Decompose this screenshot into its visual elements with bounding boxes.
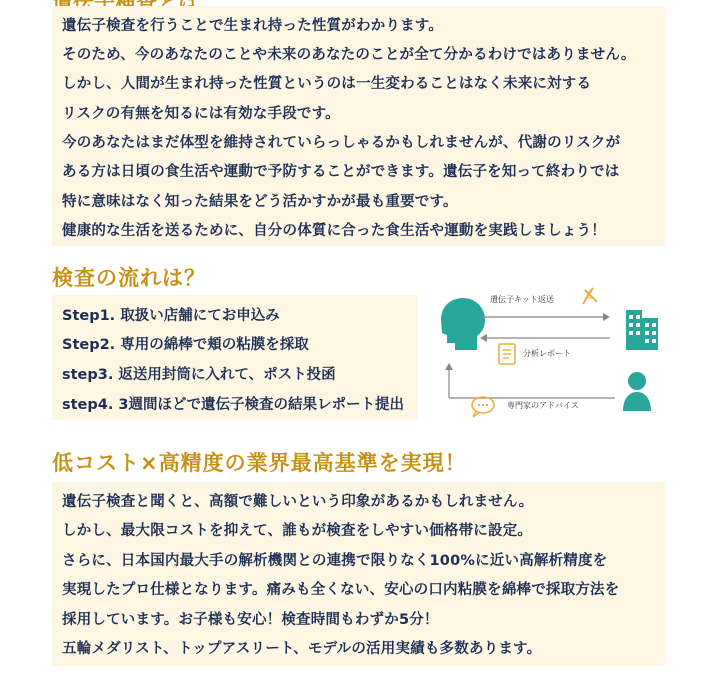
cost-line: 遺伝子検査と聞くと、高額で難しいという印象があるかもしれません。 xyxy=(62,494,534,510)
intro-line: リスクの有無を知るには有効な手段です。 xyxy=(62,106,340,122)
step-2: Step2. 専用の綿棒で頬の粘膜を採取 xyxy=(62,337,309,353)
kit-return-label: 遺伝子キット返送 xyxy=(490,295,554,304)
chat-bubble-icon xyxy=(472,397,494,417)
expert-person-icon xyxy=(623,372,651,411)
report-document-icon xyxy=(499,344,515,364)
intro-line: 今のあなたはまだ体型を維持されていらっしゃるかもしれませんが、代謝のリスクが xyxy=(62,135,621,151)
arrow-left-icon xyxy=(480,334,610,342)
intro-line: そのため、今のあなたのことや未来のあなたのことが全て分かるわけではありません。 xyxy=(62,47,636,63)
step-3: step3. 返送用封筒に入れて、ポスト投函 xyxy=(62,367,336,383)
step-1: Step1. 取扱い店舗にてお申込み xyxy=(62,308,280,324)
cost-line: さらに、日本国内最大手の解析機関との連携で限りなく100%に近い高解析精度を xyxy=(62,553,608,569)
step-4: step4. 3週間ほどで遺伝子検査の結果レポート提出 xyxy=(62,397,405,413)
cost-line: しかし、最大限コストを抑えて、誰もが検査をしやすい価格帯に設定。 xyxy=(62,523,533,539)
intro-line: ある方は日頃の食生活や運動で予防することができます。遺伝子を知って終わりでは xyxy=(62,164,620,180)
intro-line: 特に意味はなく知った結果をどう活かすかが最も重要です。 xyxy=(62,194,458,210)
flow-heading: 検査の流れは？ xyxy=(52,266,206,290)
advice-label: 専門家のアドバイス xyxy=(507,401,579,410)
building-icon xyxy=(626,310,658,350)
cost-line: 実現したプロ仕様となります。痛みも全くない、安心の口内粘膜を綿棒で採取方法を xyxy=(62,582,620,598)
cost-line: 採用しています。お子様も安心！検査時間もわずか5分！ xyxy=(62,612,439,628)
intro-line: 健康的な生活を送るために、自分の体質に合った食生活や運動を実践しましょう！ xyxy=(62,223,606,239)
report-label: 分析レポート xyxy=(523,349,571,358)
cost-heading: 低コスト×高精度の業界最高基準を実現！ xyxy=(52,451,467,475)
cost-line: 五輪メダリスト、トップアスリート、モデルの活用実績も多数あります。 xyxy=(62,641,542,657)
intro-line: しかし、人間が生まれ持った性質というのは一生変わることはなく未来に対する xyxy=(62,76,592,92)
arrow-right-icon xyxy=(480,313,610,321)
dna-icon xyxy=(583,288,597,304)
arrow-return-icon xyxy=(445,363,615,398)
intro-line: 遺伝子検査を行うことで生まれ持った性質がわかります。 xyxy=(62,18,444,34)
flow-diagram xyxy=(425,280,665,420)
person-head-icon xyxy=(441,298,485,350)
